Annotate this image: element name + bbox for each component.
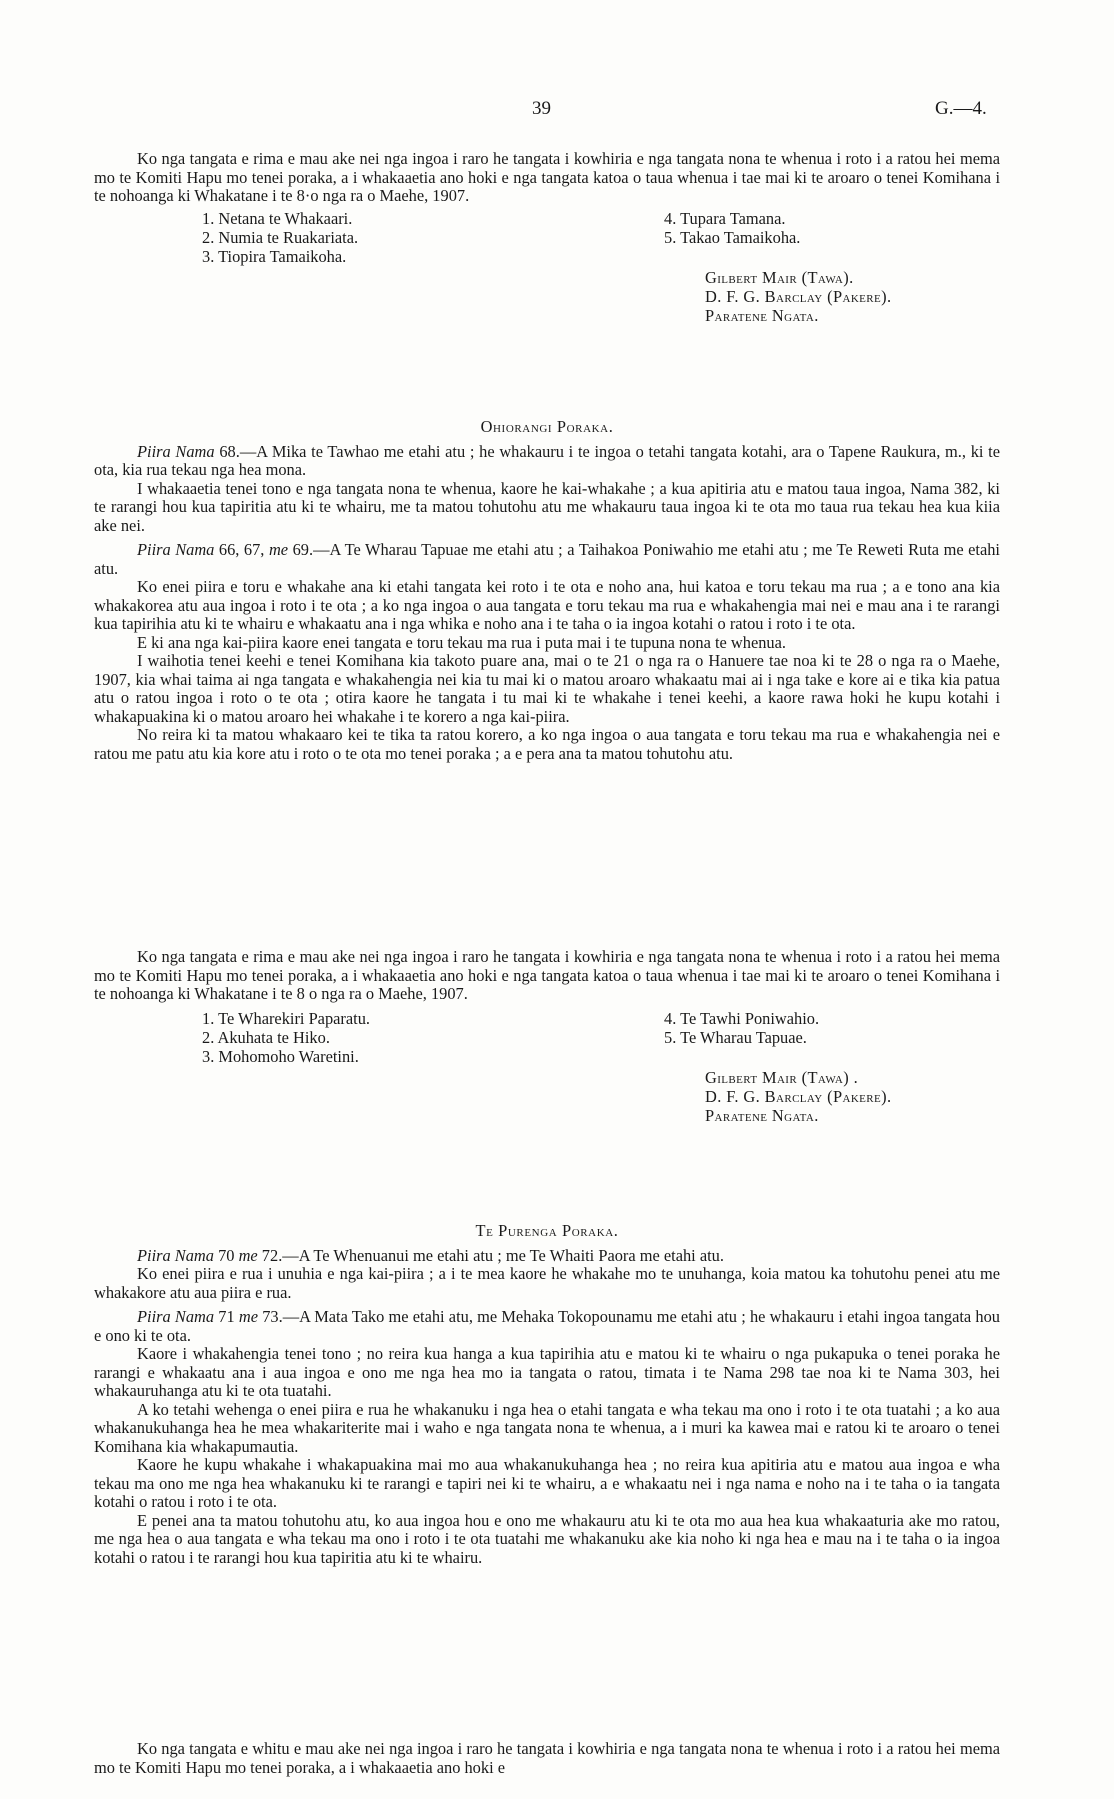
- committee-section-1: [94, 150, 1000, 326]
- member-item: 2. Akuhata te Hiko.: [202, 1027, 330, 1047]
- block-section-purenga: [94, 1222, 1000, 1567]
- appeal-paragraph: Piira Nama 68.—A Mika te Tawhao me etahi atu ; he whakauru i te ingoa o tetahi tangata kotahi, ara o Tapene Raukura, m., ki te ota, kia rua tekau nga hea mona.: [94, 441, 1000, 479]
- body-paragraph: Ko enei piira e toru e whakahe ana ki etahi tangata kei roto i te ota e noho ana, hui katoa e toru tekau ma rua ; a e tono ana kia whakakorea atu aua ingoa i roto i te ota ; a ko nga ingoa o aua tangata e toru tekau ma rua e whakahengia mai nei e mau ana i te rarangi kua tapirihia atu ki te whairu e whakaatu ana i nga whika e noho ana i te taha o ia ingoa kotahi o ratou i roto i te ota.: [94, 577, 1000, 633]
- body-paragraph: Kaore i whakahengia tenei tono ; no reira kua hanga a kua tapirihia atu e matou ki te whairu o nga pukapuka o tenei poraka he rarangi e whakaatu ana i aua ingoa e ono me nga hea mo ia tangata o ratou, timata i te Nama 298 tae noa ki te Nama 303, hei whakauruhanga atu ki te ota tuatahi.: [94, 1344, 1000, 1400]
- page-number: 39: [532, 98, 551, 119]
- body-paragraph: I whakaaetia tenei tono e nga tangata nona te whenua, kaore he kai-whakahe ; a kua apitiria atu e matou taua ingoa, Nama 382, ki te rarangi hou kua tapiritia atu ki te whairu, me ta matou tohutohu atu me whakauru taua ingoa ki te ota mo taua rua tekau hea kua kiia ake nei.: [94, 478, 1000, 535]
- document-code: G.—4.: [935, 98, 987, 119]
- member-item: 2. Numia te Ruakariata.: [202, 227, 359, 247]
- committee-intro: Ko nga tangata e whitu e mau ake nei nga ingoa i raro he tangata i kowhiria e nga tangata nona te whenua i roto i a ratou hei mema mo te Komiti Hapu mo tenei poraka, a i whakaaetia ano hoki e: [94, 1739, 1000, 1777]
- body-paragraph: Kaore he kupu whakahe i whakapuakina mai mo aua whakanukuhanga hea ; no reira kua apitiria atu e matou aua ingoa e wha tekau ma ono me nga hea whakanuku ki te rarangi e tapiri nei ki te whairu, a e whakaatu nei i nga nama e noho na i te taha o ia tangata kotahi o ratou i roto i te ota.: [94, 1455, 1000, 1511]
- member-list-left: [202, 1010, 370, 1067]
- member-item: 5. Takao Tamaikoha.: [664, 227, 801, 247]
- appeal-paragraph: Piira Nama 71 me 73.—A Mata Tako me etahi atu, me Mehaka Tokopounamu me etahi atu ; he whakauru i etahi ingoa tangata hou e ono ki te ota.: [94, 1307, 1000, 1345]
- body-paragraph: No reira ki ta matou whakaaro kei te tika ta ratou korero, a ko nga ingoa o aua tangata e toru tekau ma rua e whakahengia nei e ratou me patu atu kia kore atu i roto o te ota mo tenei poraka ; a e pera ana ta matou tohutohu atu.: [94, 725, 1000, 763]
- section-heading: Te Purenga Poraka.: [475, 1221, 619, 1240]
- signatory: D. F. G. Barclay (Pakere).: [705, 1086, 892, 1106]
- committee-section-3: [94, 1740, 1000, 1777]
- member-list-right: [664, 1010, 819, 1048]
- section-heading: Ohiorangi Poraka.: [480, 417, 614, 436]
- block-section-ohiorangi: [94, 418, 1000, 763]
- member-list-right: [664, 210, 800, 248]
- committee-intro: Ko nga tangata e rima e mau ake nei nga ingoa i raro he tangata i kowhiria e nga tangata nona te whenua i roto i a ratou hei mema mo te Komiti Hapu mo tenei poraka, a i whakaaetia ano hoki e nga tangata katoa o taua whenua i tae mai ki te aroaro o tenei Komihana i te nohoanga ki Whakatane i te 8·o nga ra o Maehe, 1907.: [94, 149, 1000, 205]
- member-item: 3. Mohomoho Waretini.: [202, 1046, 359, 1066]
- signatory: Gilbert Mair (Tawa).: [705, 267, 854, 287]
- body-paragraph: I waihotia tenei keehi e tenei Komihana kia takoto puare ana, mai o te 21 o nga ra o Hanuere tae noa ki te 28 o nga ra o Maehe, 1907, kia whai taima ai nga tangata e whakahengia nei kia tu mai ki o matou aroaro whakaatu mai ai i nga take e kore ai e tika kia patua atu o ratou ingoa i roto o te ota ; otira kaore he tangata i tu mai ki te whakahe i tenei keehi, a kaore rawa hoki he kupu kotahi i whakapuakina ki o matou aroaro hei whakahe i te korero a nga kai-piira.: [94, 651, 1000, 726]
- member-list-left: [202, 210, 358, 267]
- signatory: D. F. G. Barclay (Pakere).: [705, 286, 892, 306]
- body-paragraph: E penei ana ta matou tohutohu atu, ko aua ingoa hou e ono me whakauru atu ki te ota mo aua hea kua whakaaturia ake mo ratou, me nga hea o aua tangata e wha tekau ma ono i roto i te ota tuatahi me whakanuku ake kia noho ki nga hea e mau na i te taha o ia ingoa kotahi o ratou i te rarangi hou kua tapiritia atu ki te whairu.: [94, 1510, 1000, 1567]
- appeal-paragraph: Piira Nama 70 me 72.—A Te Whenuanui me etahi atu ; me Te Whaiti Paora me etahi atu.: [137, 1245, 724, 1265]
- committee-intro: Ko nga tangata e rima e mau ake nei nga ingoa i raro he tangata i kowhiria e nga tangata nona te whenua i roto i a ratou hei mema mo te Komiti Hapu mo tenei poraka, a i whakaaetia ano hoki e nga tangata katoa o taua whenua i tae mai ki te aroaro o tenei Komihana i te nohoanga ki Whakatane i te 8 o nga ra o Maehe, 1907.: [94, 947, 1000, 1003]
- member-item: 1. Te Wharekiri Paparatu.: [202, 1008, 371, 1028]
- member-item: 3. Tiopira Tamaikoha.: [202, 246, 347, 266]
- signature-block: [705, 269, 1000, 326]
- member-list: [94, 210, 1000, 268]
- member-item: 5. Te Wharau Tapuae.: [664, 1027, 807, 1047]
- signature-block: [705, 1069, 1000, 1126]
- appeal-paragraph: Piira Nama 66, 67, me 69.—A Te Wharau Tapuae me etahi atu ; a Taihakoa Poniwahio me etahi atu ; me Te Reweti Ruta me etahi atu.: [94, 540, 1000, 578]
- member-item: 1. Netana te Whakaari.: [202, 208, 353, 228]
- body-paragraph: Ko enei piira e rua i unuhia e nga kai-piira ; a i te mea kaore he whakahe mo te unuhanga, koia matou ka tohutohu penei atu me whakakore atu aua piira e rua.: [94, 1264, 1000, 1302]
- signatory: Gilbert Mair (Tawa) .: [705, 1067, 859, 1087]
- signatory: Paratene Ngata.: [705, 305, 819, 325]
- member-item: 4. Te Tawhi Poniwahio.: [664, 1008, 820, 1028]
- member-item: 4. Tupara Tamana.: [664, 208, 786, 228]
- body-paragraph: E ki ana nga kai-piira kaore enei tangata e toru tekau ma rua i puta mai i te tupuna nona te whenua.: [137, 632, 786, 652]
- body-paragraph: A ko tetahi wehenga o enei piira e rua he whakanuku i nga hea o etahi tangata e wha tekau ma ono i roto i te ota tuatahi ; a ko aua whakanukuhanga hea he mea whakariterite mai i waho e nga tangata nona te whenua, a i muri ka kawea mai e ratou ki te aroaro o tenei Komihana kia whakapumautia.: [94, 1399, 1000, 1456]
- signatory: Paratene Ngata.: [705, 1105, 819, 1125]
- member-list: [94, 1010, 1000, 1068]
- committee-section-2: [94, 948, 1000, 1126]
